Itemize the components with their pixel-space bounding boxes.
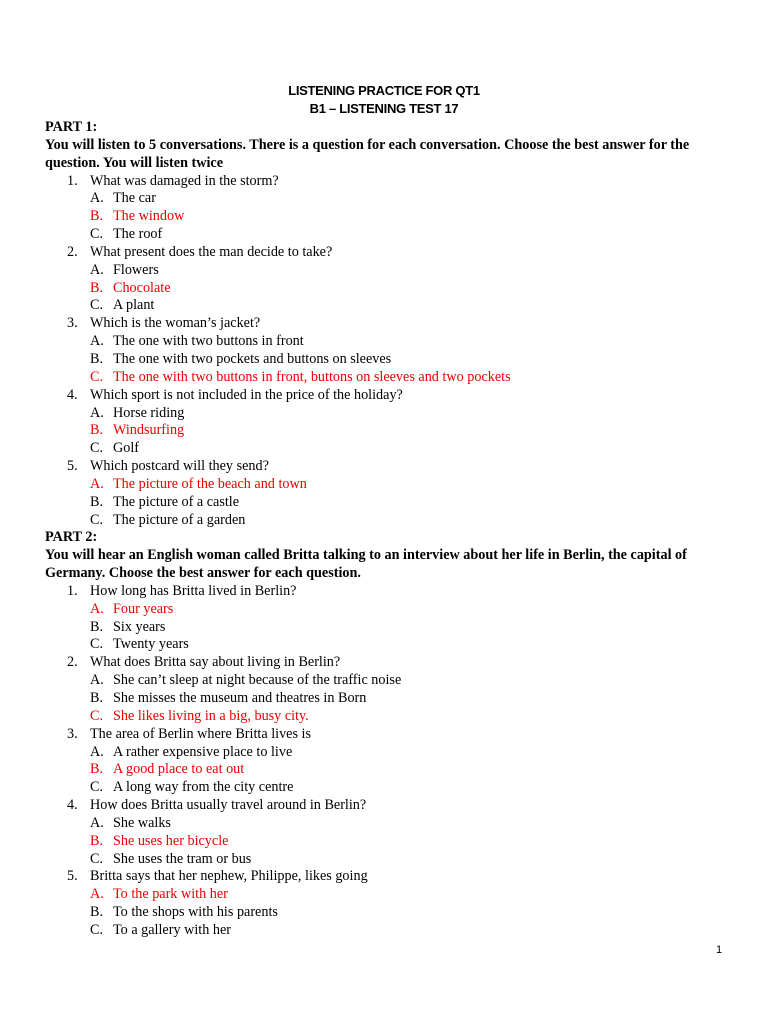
option-letter: B. (90, 422, 104, 439)
option-text: She misses the museum and theatres in Born (113, 690, 367, 706)
option-text: She uses the tram or bus (113, 850, 252, 867)
option-letter: B. (90, 208, 104, 225)
question-number: 4. (67, 386, 78, 403)
question-text: What present does the man decide to take? (90, 243, 333, 260)
question (45, 387, 725, 405)
option-text: Horse riding (113, 404, 185, 421)
question (45, 797, 725, 815)
option-text: Chocolate (113, 279, 171, 296)
option-text: Four years (113, 600, 174, 617)
answer-option-correct (45, 476, 725, 494)
answer-option (45, 815, 725, 833)
option-letter: B. (90, 279, 104, 296)
question (45, 654, 725, 672)
option-letter: A. (90, 261, 104, 278)
answer-option-correct (45, 708, 725, 726)
option-text: The one with two pockets and buttons on sleeves (113, 350, 392, 367)
option-text: The picture of a garden (113, 511, 246, 528)
option-letter: C. (90, 779, 104, 796)
option-text: She uses her bicycle (113, 832, 229, 849)
option-letter: B. (90, 904, 104, 921)
answer-option (45, 405, 725, 423)
answer-option (45, 779, 725, 797)
option-letter: A. (90, 404, 104, 421)
answer-option-correct (45, 369, 725, 387)
question-text: Which sport is not included in the price of the holiday? (90, 386, 403, 403)
question (45, 315, 725, 333)
option-letter: C. (90, 850, 104, 867)
option-text: Twenty years (113, 636, 189, 653)
option-letter: A. (90, 600, 104, 617)
answer-option (45, 440, 725, 458)
option-text: The picture of a castle (113, 493, 240, 510)
option-letter: C. (90, 636, 104, 653)
question (45, 868, 725, 886)
option-letter: B. (90, 761, 104, 778)
question-text: Which is the woman’s jacket? (90, 315, 261, 332)
answer-option-correct (45, 280, 725, 298)
question-number: 3. (67, 315, 78, 332)
option-letter: B. (90, 350, 104, 367)
option-letter: C. (90, 707, 104, 724)
answer-option (45, 690, 725, 708)
option-letter: B. (90, 493, 104, 510)
question-text: Which postcard will they send? (90, 458, 269, 475)
question-text: What does Britta say about living in Berlin? (90, 654, 341, 671)
option-letter: C. (90, 511, 104, 528)
option-text: The one with two buttons in front, buttons on sleeves and two pockets (113, 368, 511, 385)
option-text: To a gallery with her (113, 921, 231, 938)
option-text: A rather expensive place to live (113, 743, 293, 760)
answer-option (45, 904, 725, 922)
question-number: 2. (67, 654, 78, 671)
option-letter: C. (90, 226, 104, 243)
answer-option (45, 226, 725, 244)
part-heading: PART 2: (45, 529, 98, 546)
question (45, 583, 725, 601)
answer-option (45, 351, 725, 369)
option-text: The picture of the beach and town (113, 475, 307, 492)
answer-option-correct (45, 422, 725, 440)
part-heading: PART 1: (45, 119, 98, 135)
question-number: 2. (67, 243, 78, 260)
option-text: She likes living in a big, busy city. (113, 707, 309, 724)
option-text: Golf (113, 440, 140, 457)
option-text: A plant (113, 297, 155, 314)
answer-option (45, 512, 725, 530)
document-body (45, 119, 725, 940)
option-text: A long way from the city centre (113, 779, 294, 796)
answer-option (45, 851, 725, 869)
option-letter: A. (90, 475, 104, 492)
document-title: LISTENING PRACTICE FOR QT1 (288, 83, 480, 98)
document-subtitle: B1 – LISTENING TEST 17 (309, 101, 459, 116)
option-text: A good place to eat out (113, 761, 245, 778)
answer-option (45, 494, 725, 512)
question (45, 458, 725, 476)
option-text: The car (113, 190, 156, 207)
option-letter: A. (90, 333, 104, 350)
option-letter: B. (90, 832, 104, 849)
question-text: Britta says that her nephew, Philippe, likes going (90, 868, 368, 885)
option-letter: C. (90, 440, 104, 457)
option-text: She walks (113, 814, 171, 831)
option-text: The window (113, 208, 185, 225)
option-letter: A. (90, 743, 104, 760)
question-number: 1. (67, 582, 78, 599)
question-number: 5. (67, 458, 78, 475)
question-text: How long has Britta lived in Berlin? (90, 582, 297, 599)
option-text: Six years (113, 618, 166, 635)
question-number: 4. (67, 797, 78, 814)
question-number: 5. (67, 868, 78, 885)
answer-option (45, 297, 725, 315)
option-letter: C. (90, 368, 104, 385)
option-letter: A. (90, 886, 104, 903)
option-letter: A. (90, 814, 104, 831)
question (45, 244, 725, 262)
option-letter: C. (90, 297, 104, 314)
answer-option (45, 262, 725, 280)
question-number: 3. (67, 725, 78, 742)
answer-option-correct (45, 833, 725, 851)
answer-option-correct (45, 601, 725, 619)
answer-option (45, 619, 725, 637)
option-text: To the shops with his parents (113, 904, 278, 921)
answer-option-correct (45, 761, 725, 779)
question-text: The area of Berlin where Britta lives is (90, 725, 312, 742)
question (45, 726, 725, 744)
option-text: Windsurfing (113, 422, 185, 439)
option-letter: C. (90, 921, 104, 938)
answer-option-correct (45, 208, 725, 226)
part-instruction: You will listen to 5 conversations. There is a question for each conversation. Choose the best answer for the question. You will listen twice (45, 136, 690, 171)
option-text: Flowers (113, 261, 159, 278)
answer-option (45, 636, 725, 654)
question-number: 1. (67, 172, 78, 189)
question-text: How does Britta usually travel around in Berlin? (90, 797, 367, 814)
answer-option-correct (45, 886, 725, 904)
question (45, 173, 725, 191)
answer-option (45, 672, 725, 690)
option-letter: A. (90, 190, 104, 207)
option-letter: B. (90, 690, 104, 706)
option-letter: A. (90, 672, 104, 689)
option-text: The one with two buttons in front (113, 333, 304, 350)
answer-option (45, 922, 725, 940)
question-text: What was damaged in the storm? (90, 172, 279, 189)
part-instruction: You will hear an English woman called Britta talking to an interview about her life in Berlin, the capital of Germany. Choose the best answer for each question. (45, 547, 687, 582)
option-text: To the park with her (113, 886, 228, 903)
answer-option (45, 190, 725, 208)
option-text: She can’t sleep at night because of the traffic noise (113, 672, 402, 689)
option-letter: B. (90, 618, 104, 635)
answer-option (45, 744, 725, 762)
page-number: 1 (716, 944, 723, 956)
option-text: The roof (113, 226, 163, 243)
answer-option (45, 333, 725, 351)
